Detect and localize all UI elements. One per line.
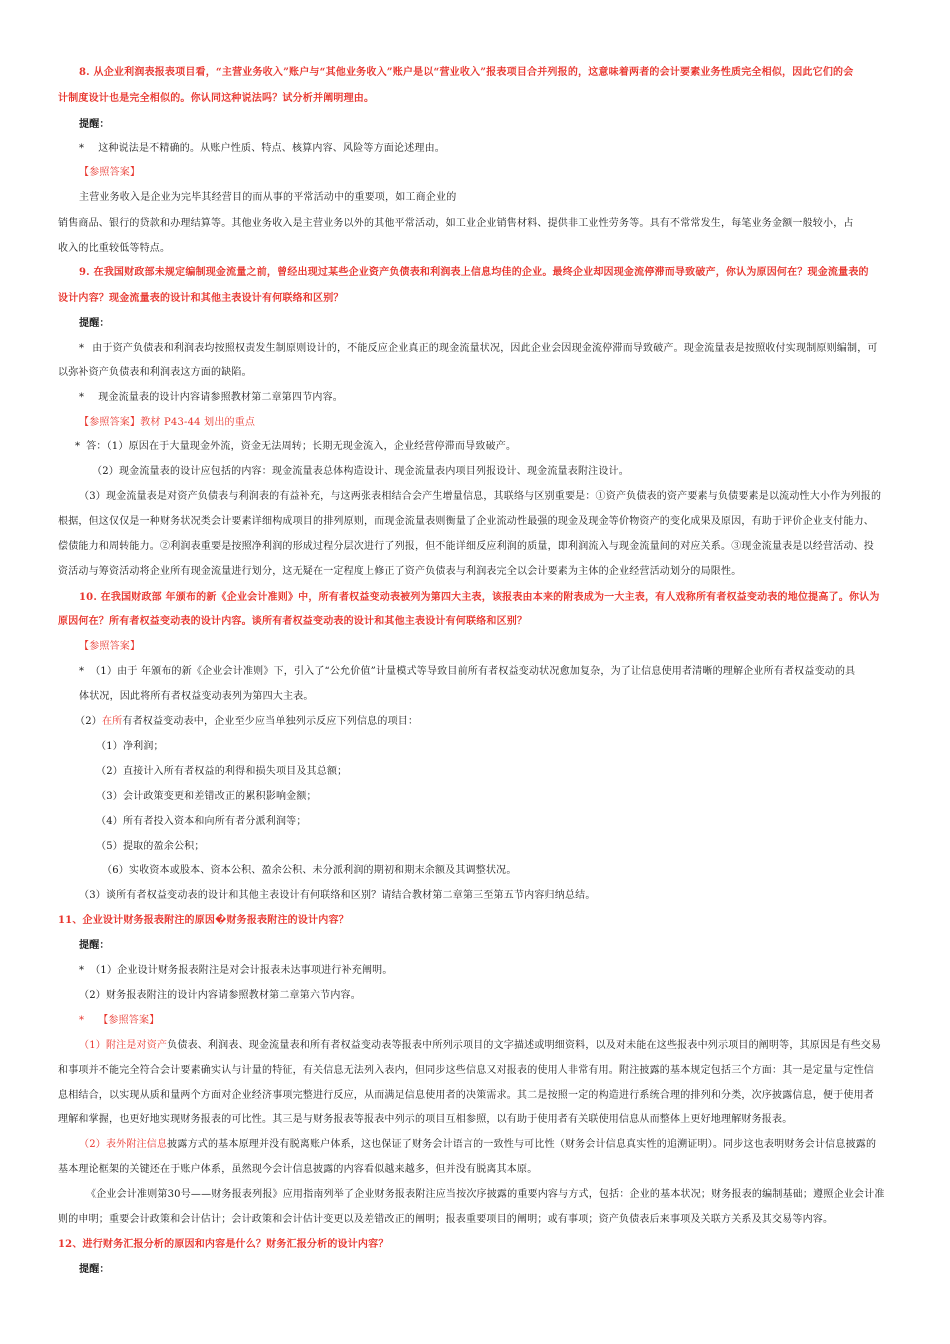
q10-a2-red: 在所 bbox=[101, 716, 123, 727]
q11-line1: 11、企业设计财务报表附注的原因�财务报表附注的设计内容？ bbox=[58, 915, 349, 926]
q11-p3a: 《企业会计准则第30号——财务报表列报》应用指南列举了企业财务报表附注应当按次序披露的重要内容与方式，包括：企业的基本状况；财务报表的编制基础；遵照企业会计准 bbox=[86, 1189, 885, 1200]
q8-ref-label: 【参照答案】 bbox=[79, 167, 141, 178]
q8-line1: 8. 从企业利润表报表项目看，“主营业务收入”账户与“其他业务收入”账户是以“营业收入”报表项目合并列报的，这意味着两者的会计要素业务性质完全相似，因此它们的会 bbox=[79, 67, 854, 78]
q11-tip-label: 提醒： bbox=[79, 940, 110, 951]
q8-tip-text: 这种说法是不精确的。从账户性质、特点、核算内容、风险等方面论述理由。 bbox=[98, 143, 446, 154]
q11-p1c: 息相结合，以实现从质和量两个方面对企业经济事项完整进行反应，从而满足信息使用者的决策需求。其二是按照一定的构造进行系统合理的排列和分类，次序披露信息，便于使用者 bbox=[58, 1090, 874, 1101]
q10-ref-label: 【参照答案】 bbox=[79, 641, 141, 652]
q9-a1-row bbox=[75, 440, 516, 454]
q12-tip-label: 提醒： bbox=[79, 1264, 110, 1275]
q10-a1-row bbox=[79, 665, 855, 679]
q9-tip2: 现金流量表的设计内容请参照教材第二章第四节内容。 bbox=[98, 392, 344, 403]
q11-t1: （1）企业设计财务报表附注是对会计报表未达事项进行补充阐明。 bbox=[90, 965, 393, 976]
q10-item1: （1）净利润； bbox=[96, 741, 164, 752]
bullet-star-icon: * bbox=[79, 1015, 85, 1026]
q9-a3d: 资活动与筹资活动将企业所有现金流量进行划分，这无疑在一定程度上修正了资产负债表与利润表完全以会计要素为主体的企业经营活动划分的局限性。 bbox=[58, 566, 742, 577]
q10-a2-post: 有者权益变动表中，企业至少应当单独列示反应下列信息的项目： bbox=[122, 716, 419, 727]
q11-p2a: 披露方式的基本原理并没有脱离账户体系，这也保证了财务会计语言的一致性与可比性（财务会计信息真实性的追溯证明）。同步这也表明财务会计信息披露的 bbox=[167, 1139, 877, 1150]
q10-item2: （2）直接计入所有者权益的利得和损失项目及其总额； bbox=[96, 766, 348, 777]
q10-item5: （5）提取的盈余公积； bbox=[96, 841, 205, 852]
q11-p1-row bbox=[79, 1039, 881, 1053]
bullet-star-icon: * bbox=[79, 965, 85, 976]
q8-ans2: 销售商品、银行的贷款和办理结算等。其他业务收入是主营业务以外的其他平常活动，如工业企业销售材料、提供非工业性劳务等。具有不常常发生，每笔业务金额一般较小，占 bbox=[58, 218, 854, 229]
q11-p1d: 理解和掌握，也更好地实现财务报表的可比性。其三是与财务报表等报表中列示的项目互相参照，以有助于使用者有关联使用信息从而整体上更好地理解财务报表。 bbox=[58, 1114, 793, 1125]
q11-p1-red: （1）附注是对资产 bbox=[79, 1040, 168, 1051]
bullet-star-icon: * bbox=[79, 143, 85, 154]
q9-line1: 9. 在我国财政部未规定编制现金流量之前，曾经出现过某些企业资产负债表和利润表上信息均佳的企业。最终企业却因现金流停滞而导致破产，你认为原因何在？现金流量表的 bbox=[79, 267, 869, 278]
q11-p1b: 和事项并不能完全符合会计要素确实认与计量的特征，有关信息无法列入表内，但同步这些信息又对报表的使用人非常有用。附注披露的基本规定包括三个方面：其一是定量与定性信 bbox=[58, 1065, 874, 1076]
bullet-star-icon: * bbox=[79, 666, 85, 677]
q10-line2: 原因何在？所有者权益变动表的设计内容。谈所有者权益变动表的设计和其他主表设计有何联络和区别？ bbox=[58, 616, 528, 627]
q9-a1: 答：（1）原因在于大量现金外流，资金无法周转；长期无现金流入，企业经营停滞而导致破产。 bbox=[86, 441, 517, 452]
q11-t1-row bbox=[79, 964, 393, 978]
q9-tip1a: 由于资产负债表和利润表均按照权责发生制原则设计的，不能反应企业真正的现金流量状况，因此企业会因现金流停滞而导致破产。现金流量表是按照收付实现制原则编制，可 bbox=[92, 343, 878, 354]
q9-a2: （2）现金流量表的设计应包括的内容：现金流量表总体构造设计、现金流量表内项目列报设计、现金流量表附注设计。 bbox=[92, 466, 629, 477]
q10-a2-row bbox=[75, 715, 418, 729]
q11-p2-red: （2）表外附注信息 bbox=[79, 1139, 168, 1150]
q10-a1b: 体状况，因此将所有者权益变动表列为第四大主表。 bbox=[79, 691, 314, 702]
q11-t2: （2）财务报表附注的设计内容请参照教材第二章第六节内容。 bbox=[79, 990, 361, 1001]
q10-item4: （4）所有者投入资本和向所有者分派利润等； bbox=[96, 816, 307, 827]
q11-ref-row bbox=[79, 1014, 159, 1028]
bullet-star-icon: * bbox=[79, 343, 85, 354]
q10-a1a: （1）由于 年颁布的新《企业会计准则》下，引入了“公允价值”计量模式等导致目前所有者权益变动状况愈加复杂，为了让信息使用者清晰的理解企业所有者权益变动的具 bbox=[90, 666, 856, 677]
q10-a3: （3）谈所有者权益变动表的设计和其他主表设计有何联络和区别？请结合教材第二章第三至第五节内容归纳总结。 bbox=[79, 890, 596, 901]
q10-a2-pre: （2） bbox=[75, 716, 102, 727]
bullet-star-icon: * bbox=[75, 441, 81, 452]
q9-ref-label: 【参照答案】 bbox=[79, 417, 141, 428]
q9-ref-row bbox=[79, 416, 255, 430]
q9-a3c: 偿债能力和周转能力。②利润表重要是按照净利润的形成过程分层次进行了列报，但不能详细反应利润的质量，即利润流入与现金流量间的对应关系。③现金流量表是以经营活动、投 bbox=[58, 541, 874, 552]
q8-tip-label: 提醒： bbox=[79, 119, 110, 130]
q9-tip1b: 以弥补资产负债表和利润表这方面的缺陷。 bbox=[58, 367, 252, 378]
q11-ref-label: 【参照答案】 bbox=[98, 1015, 160, 1026]
q11-p3b: 则的申明；重要会计政策和会计估计；会计政策和会计估计变更以及差错改正的阐明；报表重要项目的阐明；或有事项；资产负债表后来事项及关联方关系及其交易等内容。 bbox=[58, 1214, 834, 1225]
bullet-star-icon: * bbox=[79, 392, 85, 403]
q8-ans3: 收入的比重较低等特点。 bbox=[58, 243, 171, 254]
q12-line1: 12、进行财务汇报分析的原因和内容是什么？财务汇报分析的设计内容？ bbox=[58, 1239, 389, 1250]
q11-p1a: 负债表、利润表、现金流量表和所有者权益变动表等报表中所列示项目的文字描述或明细资料，以及对未能在这些报表中列示项目的阐明等，其原因是有些交易 bbox=[167, 1040, 882, 1051]
q11-p2-row bbox=[79, 1138, 876, 1152]
q9-tip2-row bbox=[79, 391, 343, 405]
q10-item3: （3）会计政策变更和差错改正的累积影响金额； bbox=[96, 791, 317, 802]
q10-line1: 10. 在我国财政部 年颁布的新《企业会计准则》中，所有者权益变动表被列为第四大主表，该报表由本来的附表成为一大主表，有人戏称所有者权益变动表的地位提高了。你认为 bbox=[79, 592, 880, 603]
q8-ans1: 主营业务收入是企业为完毕其经营目的而从事的平常活动中的重要项，如工商企业的 bbox=[79, 192, 457, 203]
q9-a3b: 根据，但这仅仅是一种财务状况类会计要素详细构成项目的排列原则，而现金流量表则衡量了企业流动性最强的现金及现金等价物资产的变化成果及原因，有助于评价企业支付能力、 bbox=[58, 516, 874, 527]
q9-a3a: （3）现金流量表是对资产负债表与利润表的有益补充，与这两张表相结合会产生增量信息，其联络与区别重要是：①资产负债表的资产要素与负债要素是以流动性大小作为列报的 bbox=[79, 491, 882, 502]
q11-p2b: 基本理论框架的关键还在于账户体系，虽然现今会计信息披露的内容看似越来越多，但并没有脱离其本原。 bbox=[58, 1164, 538, 1175]
q9-tip-label: 提醒： bbox=[79, 318, 110, 329]
q9-ref-note: 教材 P43-44 划出的重点 bbox=[140, 417, 256, 428]
q8-line2: 计制度设计也是完全相似的。你认同这种说法吗？试分析并阐明理由。 bbox=[58, 93, 375, 104]
q9-line2: 设计内容？现金流量表的设计和其他主表设计有何联络和区别？ bbox=[58, 293, 344, 304]
q9-tip1-row bbox=[79, 342, 878, 356]
q8-tip-row bbox=[79, 142, 445, 156]
q10-item6: （6）实收资本或股本、资本公积、盈余公积、未分派利润的期初和期末余额及其调整状况。 bbox=[102, 865, 517, 876]
